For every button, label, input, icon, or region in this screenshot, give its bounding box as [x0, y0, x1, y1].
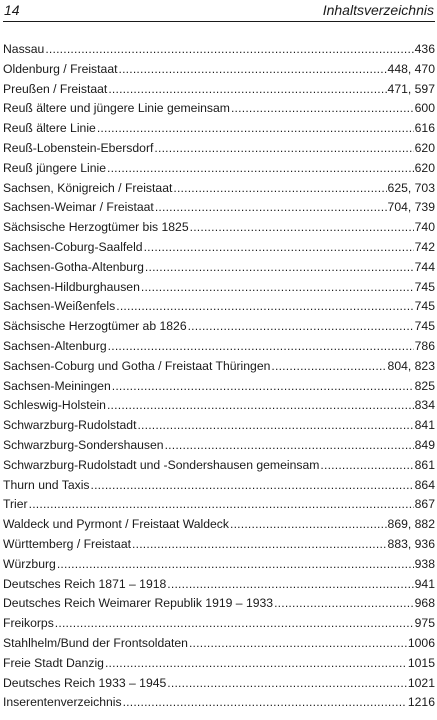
entry-page: 625, 703 — [387, 180, 435, 195]
entry-page: 745 — [414, 299, 435, 314]
entry-page: 471, 597 — [387, 81, 435, 96]
entry-page: 968 — [414, 596, 435, 611]
entry-title: Schwarzburg-Rudolstadt und -Sondershausen gemeinsam — [3, 457, 320, 472]
entry-page: 841 — [414, 418, 435, 433]
dot-leader — [173, 179, 386, 199]
toc-entry[interactable] — [3, 594, 435, 614]
toc-entry[interactable] — [3, 80, 435, 100]
dot-leader — [231, 99, 414, 119]
entry-title: Trier — [3, 497, 28, 512]
entry-title: Württemberg / Freistaat — [3, 536, 132, 551]
entry-page: 825 — [414, 378, 435, 393]
entry-page: 745 — [414, 279, 435, 294]
header-rule — [3, 21, 435, 22]
toc-entry[interactable] — [3, 40, 435, 60]
entry-title: Sachsen-Gotha-Altenburg — [3, 259, 144, 274]
toc-entry[interactable] — [3, 278, 435, 298]
dot-leader — [271, 357, 386, 377]
toc-entry[interactable] — [3, 377, 435, 397]
dot-leader — [108, 337, 414, 357]
entry-page: 975 — [414, 616, 435, 631]
entry-title: Schwarzburg-Rudolstadt — [3, 418, 137, 433]
entry-title: Sachsen, Königreich / Freistaat — [3, 180, 173, 195]
entry-title: Stahlhelm/Bund der Frontsoldaten — [3, 635, 188, 650]
entry-title: Sachsen-Coburg-Saalfeld — [3, 239, 143, 254]
dot-leader — [57, 555, 414, 575]
toc-entry[interactable] — [3, 119, 435, 139]
entry-title: Deutsches Reich 1871 – 1918 — [3, 576, 167, 591]
entry-page: 834 — [414, 398, 435, 413]
toc-entry[interactable] — [3, 515, 435, 535]
entry-title: Waldeck und Pyrmont / Freistaat Waldeck — [3, 517, 229, 532]
entry-page: 938 — [414, 556, 435, 571]
entry-title: Reuß-Lobenstein-Ebersdorf — [3, 140, 154, 155]
dot-leader — [167, 575, 413, 595]
toc-entry[interactable] — [3, 179, 435, 199]
dot-leader — [118, 60, 386, 80]
dot-leader — [155, 198, 387, 218]
entry-page: 620 — [414, 140, 435, 155]
toc-entry[interactable] — [3, 198, 435, 218]
dot-leader — [141, 278, 414, 298]
entry-page: 744 — [414, 259, 435, 274]
entry-page: 804, 823 — [387, 358, 435, 373]
table-of-contents — [3, 40, 435, 713]
entry-page: 620 — [414, 160, 435, 175]
toc-entry[interactable] — [3, 60, 435, 80]
entry-title: Deutsches Reich 1933 – 1945 — [3, 675, 167, 690]
entry-page: 867 — [414, 497, 435, 512]
page-header — [4, 1, 434, 21]
dot-leader — [132, 535, 387, 555]
entry-title: Freie Stadt Danzig — [3, 655, 104, 670]
toc-entry[interactable] — [3, 495, 435, 515]
entry-title: Reuß jüngere Linie — [3, 160, 106, 175]
dot-leader — [230, 515, 387, 535]
toc-entry[interactable] — [3, 337, 435, 357]
entry-title: Preußen / Freistaat — [3, 81, 108, 96]
entry-title: Reuß ältere Linie — [3, 121, 96, 136]
dot-leader — [154, 139, 413, 159]
toc-entry[interactable] — [3, 535, 435, 555]
entry-page: 1006 — [407, 635, 435, 650]
toc-entry[interactable] — [3, 416, 435, 436]
toc-entry[interactable] — [3, 396, 435, 416]
dot-leader — [189, 634, 407, 654]
page-number: 14 — [4, 2, 20, 18]
entry-title: Sachsen-Coburg und Gotha / Freistaat Thüringen — [3, 358, 271, 373]
dot-leader — [107, 396, 414, 416]
entry-page: 1015 — [407, 655, 435, 670]
entry-page: 740 — [414, 220, 435, 235]
dot-leader — [112, 377, 414, 397]
entry-title: Deutsches Reich Weimarer Republik 1919 – 1933 — [3, 596, 274, 611]
dot-leader — [274, 594, 414, 614]
entry-title: Thurn und Taxis — [3, 477, 90, 492]
dot-leader — [97, 119, 414, 139]
entry-title: Sächsische Herzogtümer bis 1825 — [3, 220, 189, 235]
running-title: Inhaltsverzeichnis — [322, 2, 434, 18]
entry-page: 704, 739 — [387, 200, 435, 215]
entry-page: 941 — [414, 576, 435, 591]
dot-leader — [145, 258, 414, 278]
dot-leader — [108, 80, 386, 100]
entry-title: Würzburg — [3, 556, 56, 571]
toc-entry[interactable] — [3, 456, 435, 476]
toc-entry[interactable] — [3, 436, 435, 456]
toc-entry[interactable] — [3, 575, 435, 595]
entry-title: Schleswig-Holstein — [3, 398, 106, 413]
entry-page: 616 — [414, 121, 435, 136]
toc-entry[interactable] — [3, 614, 435, 634]
entry-page: 745 — [414, 319, 435, 334]
toc-entry[interactable] — [3, 476, 435, 496]
toc-entry[interactable] — [3, 693, 435, 713]
entry-page: 1216 — [407, 695, 435, 710]
entry-page: 849 — [414, 437, 435, 452]
toc-entry[interactable] — [3, 258, 435, 278]
dot-leader — [137, 416, 413, 436]
entry-title: Oldenburg / Freistaat — [3, 61, 118, 76]
dot-leader — [144, 238, 414, 258]
dot-leader — [320, 456, 413, 476]
toc-entry[interactable] — [3, 555, 435, 575]
dot-leader — [123, 693, 407, 713]
dot-leader — [45, 40, 413, 60]
toc-entry[interactable] — [3, 634, 435, 654]
dot-leader — [190, 218, 414, 238]
dot-leader — [55, 614, 414, 634]
entry-title: Sachsen-Meiningen — [3, 378, 111, 393]
toc-entry[interactable] — [3, 674, 435, 694]
toc-entry[interactable] — [3, 159, 435, 179]
entry-page: 864 — [414, 477, 435, 492]
entry-page: 861 — [414, 457, 435, 472]
toc-entry[interactable] — [3, 218, 435, 238]
dot-leader — [107, 159, 414, 179]
entry-title: Inserentenverzeichnis — [3, 695, 122, 710]
dot-leader — [91, 476, 414, 496]
entry-title: Reuß ältere und jüngere Linie gemeinsam — [3, 101, 230, 116]
entry-page: 869, 882 — [387, 517, 435, 532]
entry-page: 1021 — [407, 675, 435, 690]
dot-leader — [188, 317, 414, 337]
entry-title: Sachsen-Hildburghausen — [3, 279, 140, 294]
toc-entry[interactable] — [3, 654, 435, 674]
entry-title: Freikorps — [3, 616, 54, 631]
dot-leader — [29, 495, 414, 515]
toc-entry[interactable] — [3, 99, 435, 119]
dot-leader — [116, 297, 413, 317]
entry-page: 786 — [414, 338, 435, 353]
entry-title: Nassau — [3, 42, 45, 56]
entry-title: Sachsen-Altenburg — [3, 338, 107, 353]
entry-page: 448, 470 — [387, 61, 435, 76]
entry-title: Schwarzburg-Sondershausen — [3, 437, 164, 452]
entry-page: 600 — [414, 101, 435, 116]
dot-leader — [167, 674, 407, 694]
entry-page: 436 — [414, 42, 435, 56]
entry-title: Sachsen-Weißenfels — [3, 299, 116, 314]
toc-entry[interactable] — [3, 297, 435, 317]
toc-entry[interactable] — [3, 317, 435, 337]
entry-title: Sächsische Herzogtümer ab 1826 — [3, 319, 187, 334]
entry-title: Sachsen-Weimar / Freistaat — [3, 200, 154, 215]
toc-entry[interactable] — [3, 238, 435, 258]
dot-leader — [105, 654, 407, 674]
entry-page: 883, 936 — [387, 536, 435, 551]
entry-page: 742 — [414, 239, 435, 254]
toc-entry[interactable] — [3, 357, 435, 377]
dot-leader — [165, 436, 414, 456]
toc-entry[interactable] — [3, 139, 435, 159]
